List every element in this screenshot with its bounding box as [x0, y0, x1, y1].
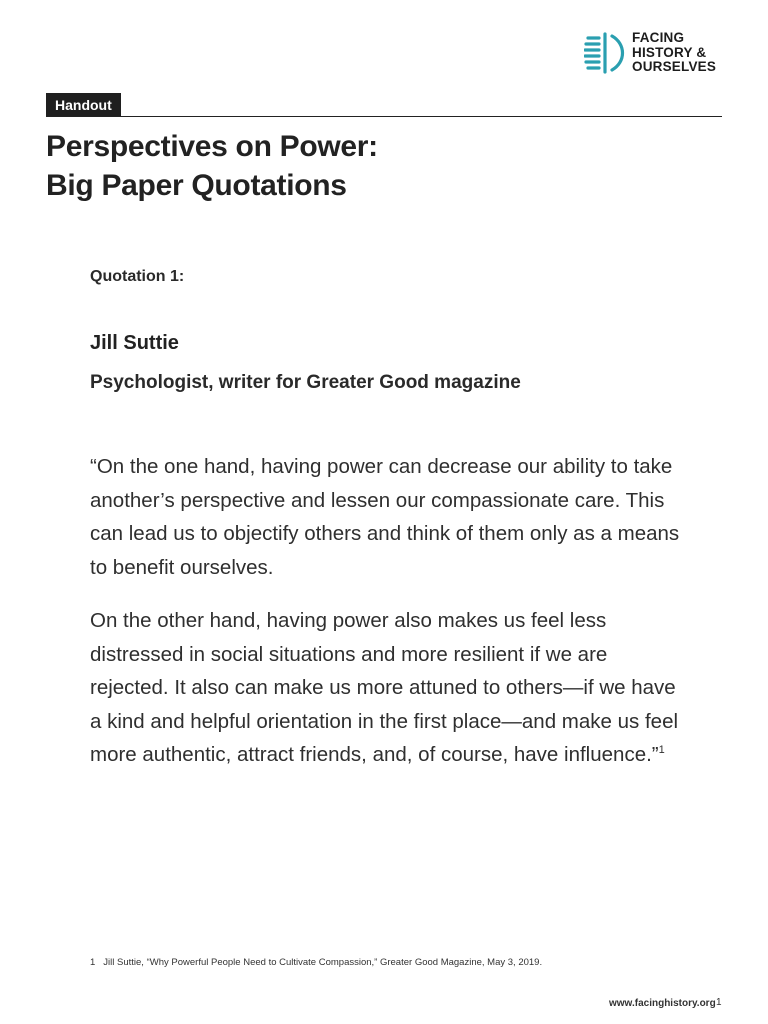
quote-paragraph-1: [90, 450, 680, 584]
logo[interactable]: [584, 30, 716, 76]
footnote-reference[interactable]: 1: [658, 744, 665, 756]
logo-line-3: OURSELVES: [632, 59, 717, 75]
footnote: [90, 957, 542, 968]
logo-line-1: FACING: [632, 30, 685, 46]
quote-paragraph-1-text: “On the one hand, having power can decrease our ability to take another’s perspective and lessen our compassionate care. This can lead us to objectify others and think of them only as a means to benefit ourselves.: [90, 455, 680, 579]
header-rule: [46, 116, 722, 117]
author-role: Psychologist, writer for Greater Good magazine: [90, 372, 521, 393]
quotation-label: Quotation 1:: [90, 268, 185, 285]
quote-paragraph-2-text: On the other hand, having power also makes us feel less distressed in social situations and more resilient if we are rejected. It also can make us more attuned to others—if we have a kind and helpful orientation in the first place—and make us feel more authentic, attract friends, and, of course, have influence.”: [90, 609, 679, 766]
page-title: [46, 127, 378, 205]
page-number: 1: [716, 997, 722, 1008]
quote-author: Jill Suttie: [90, 332, 179, 354]
logo-line-2: HISTORY &: [632, 44, 707, 60]
footnote-number: 1: [90, 957, 96, 968]
handout-badge: Handout: [46, 93, 121, 117]
footer-url[interactable]: www.facinghistory.org: [609, 998, 716, 1009]
facing-history-logo-icon: [584, 30, 626, 76]
logo-text: [632, 31, 716, 75]
title-line-1: Perspectives on Power:: [46, 130, 378, 163]
title-line-2: Big Paper Quotations: [46, 169, 347, 202]
footnote-text: Jill Suttie, “Why Powerful People Need to Cultivate Compassion,” Greater Good Magazine, May 3, 2019.: [103, 957, 543, 968]
quote-paragraph-2: [90, 604, 680, 772]
